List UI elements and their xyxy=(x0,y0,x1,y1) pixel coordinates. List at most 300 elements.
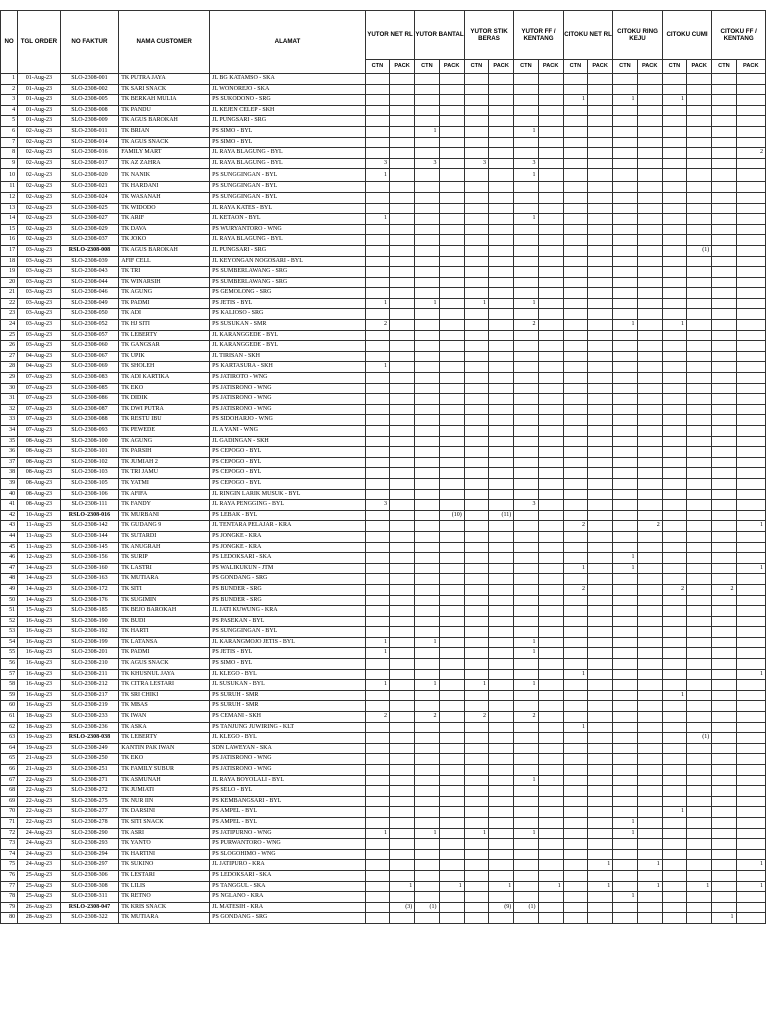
qty-pack xyxy=(687,288,712,299)
qty-pack xyxy=(489,148,514,159)
qty-pack xyxy=(390,775,415,786)
qty-ctn xyxy=(662,158,686,169)
qty-pack xyxy=(489,807,514,818)
qty-ctn xyxy=(365,765,389,776)
customer-address: PS JATISRONO - WNG xyxy=(210,765,366,776)
qty-pack xyxy=(390,796,415,807)
qty-ctn xyxy=(563,870,587,881)
qty-ctn xyxy=(563,765,587,776)
qty-ctn: 1 xyxy=(415,680,439,691)
order-date: 16-Aug-23 xyxy=(18,616,60,627)
qty-ctn xyxy=(563,478,587,489)
qty-ctn xyxy=(464,447,488,458)
qty-pack xyxy=(390,849,415,860)
invoice-number: SLO-2308-024 xyxy=(60,192,119,203)
qty-ctn xyxy=(563,116,587,127)
qty-pack xyxy=(588,786,613,797)
qty-pack xyxy=(538,137,563,148)
qty-pack xyxy=(390,553,415,564)
qty-pack xyxy=(390,137,415,148)
qty-ctn: 1 xyxy=(365,362,389,373)
qty-ctn: 3 xyxy=(514,500,538,511)
qty-ctn xyxy=(563,105,587,116)
qty-pack xyxy=(637,701,662,712)
qty-ctn xyxy=(464,362,488,373)
qty-pack xyxy=(687,839,712,850)
qty-ctn xyxy=(464,95,488,106)
qty-pack xyxy=(538,839,563,850)
qty-ctn xyxy=(613,169,637,182)
qty-ctn xyxy=(712,595,736,606)
qty-pack xyxy=(489,828,514,839)
customer-address: PS JATIROTO - WNG xyxy=(210,373,366,384)
qty-ctn: 1 xyxy=(514,775,538,786)
qty-pack xyxy=(439,126,464,137)
qty-pack xyxy=(390,116,415,127)
qty-pack xyxy=(390,105,415,116)
qty-pack xyxy=(489,870,514,881)
qty-ctn xyxy=(662,542,686,553)
qty-ctn xyxy=(464,309,488,320)
row-number: 46 xyxy=(1,553,18,564)
qty-ctn xyxy=(514,373,538,384)
qty-pack xyxy=(588,531,613,542)
qty-pack xyxy=(538,743,563,754)
qty-pack xyxy=(687,426,712,437)
customer-name: TK AGUNG xyxy=(119,436,210,447)
qty-pack xyxy=(538,298,563,309)
qty-pack xyxy=(439,754,464,765)
invoice-number: SLO-2308-211 xyxy=(60,669,119,680)
qty-ctn xyxy=(712,669,736,680)
qty-pack xyxy=(588,669,613,680)
qty-pack xyxy=(538,902,563,913)
qty-ctn: 1 xyxy=(613,95,637,106)
order-date: 14-Aug-23 xyxy=(18,584,60,595)
qty-ctn xyxy=(365,182,389,193)
qty-pack xyxy=(637,309,662,320)
qty-pack xyxy=(390,839,415,850)
qty-pack xyxy=(637,415,662,426)
table-row xyxy=(1,489,766,500)
qty-pack xyxy=(736,489,765,500)
order-date: 16-Aug-23 xyxy=(18,637,60,648)
qty-pack xyxy=(439,807,464,818)
invoice-number: SLO-2308-201 xyxy=(60,648,119,659)
qty-pack xyxy=(687,659,712,670)
qty-pack xyxy=(588,126,613,137)
qty-pack xyxy=(390,659,415,670)
order-date: 02-Aug-23 xyxy=(18,169,60,182)
order-date: 11-Aug-23 xyxy=(18,542,60,553)
qty-pack xyxy=(637,775,662,786)
customer-address: JL KARANGGEDE - BYL xyxy=(210,341,366,352)
qty-pack xyxy=(538,158,563,169)
table-row xyxy=(1,839,766,850)
customer-name: TK NUR IIN xyxy=(119,796,210,807)
qty-pack xyxy=(588,298,613,309)
qty-pack xyxy=(390,680,415,691)
qty-pack xyxy=(588,245,613,256)
qty-pack xyxy=(390,489,415,500)
qty-ctn xyxy=(662,902,686,913)
qty-pack xyxy=(439,245,464,256)
qty-pack xyxy=(637,277,662,288)
qty-ctn xyxy=(514,701,538,712)
qty-ctn xyxy=(613,881,637,892)
qty-ctn xyxy=(415,722,439,733)
subheader-ctn: CTN xyxy=(365,60,389,74)
header-product: CITOKU RING KEJU xyxy=(613,11,663,60)
qty-ctn xyxy=(365,849,389,860)
qty-pack xyxy=(538,436,563,447)
qty-ctn xyxy=(662,245,686,256)
table-row xyxy=(1,468,766,479)
row-number: 50 xyxy=(1,595,18,606)
qty-ctn xyxy=(415,500,439,511)
qty-pack xyxy=(489,105,514,116)
qty-pack xyxy=(687,892,712,903)
qty-ctn xyxy=(712,712,736,723)
qty-pack xyxy=(588,137,613,148)
qty-ctn xyxy=(712,298,736,309)
order-date: 22-Aug-23 xyxy=(18,817,60,828)
qty-pack: (11) xyxy=(489,510,514,521)
qty-ctn xyxy=(712,256,736,267)
qty-pack xyxy=(390,182,415,193)
qty-ctn xyxy=(415,796,439,807)
qty-ctn xyxy=(415,169,439,182)
customer-address: PS SUMBERLAWANG - SRG xyxy=(210,277,366,288)
qty-pack xyxy=(538,659,563,670)
qty-pack xyxy=(538,404,563,415)
qty-pack xyxy=(687,775,712,786)
qty-pack xyxy=(538,426,563,437)
invoice-number: SLO-2308-043 xyxy=(60,267,119,278)
table-row xyxy=(1,426,766,437)
qty-ctn xyxy=(514,95,538,106)
qty-pack xyxy=(736,245,765,256)
qty-ctn xyxy=(613,341,637,352)
qty-ctn: 1 xyxy=(514,680,538,691)
qty-pack xyxy=(687,606,712,617)
qty-pack xyxy=(637,765,662,776)
qty-pack xyxy=(637,712,662,723)
qty-pack xyxy=(687,341,712,352)
qty-ctn xyxy=(662,169,686,182)
table-row xyxy=(1,256,766,267)
table-row xyxy=(1,351,766,362)
qty-pack xyxy=(687,126,712,137)
qty-pack xyxy=(736,817,765,828)
table-row xyxy=(1,648,766,659)
qty-ctn xyxy=(415,309,439,320)
table-row xyxy=(1,902,766,913)
qty-pack xyxy=(390,447,415,458)
qty-ctn xyxy=(514,733,538,744)
qty-pack xyxy=(538,627,563,638)
qty-ctn xyxy=(365,351,389,362)
invoice-number: SLO-2308-210 xyxy=(60,659,119,670)
qty-pack xyxy=(439,74,464,85)
qty-pack xyxy=(637,394,662,405)
order-date: 03-Aug-23 xyxy=(18,245,60,256)
qty-pack xyxy=(637,648,662,659)
table-row xyxy=(1,169,766,182)
qty-pack: 1 xyxy=(489,881,514,892)
qty-ctn xyxy=(415,489,439,500)
qty-pack xyxy=(687,105,712,116)
invoice-number: SLO-2308-050 xyxy=(60,309,119,320)
qty-pack xyxy=(489,84,514,95)
qty-ctn xyxy=(464,796,488,807)
qty-pack xyxy=(637,542,662,553)
customer-name: TK LATANSA xyxy=(119,637,210,648)
qty-ctn xyxy=(712,796,736,807)
qty-pack xyxy=(538,309,563,320)
qty-pack xyxy=(390,192,415,203)
invoice-number: SLO-2308-103 xyxy=(60,468,119,479)
qty-ctn xyxy=(712,84,736,95)
qty-pack xyxy=(439,849,464,860)
order-date: 08-Aug-23 xyxy=(18,489,60,500)
qty-ctn xyxy=(662,680,686,691)
customer-address: PS BUNDER - SRG xyxy=(210,595,366,606)
qty-pack xyxy=(538,182,563,193)
customer-name: TK JUMIATI xyxy=(119,786,210,797)
qty-pack xyxy=(489,277,514,288)
qty-pack xyxy=(538,203,563,214)
qty-ctn xyxy=(662,489,686,500)
qty-pack xyxy=(637,817,662,828)
qty-pack xyxy=(489,330,514,341)
table-row xyxy=(1,574,766,585)
qty-ctn xyxy=(563,510,587,521)
qty-ctn xyxy=(415,288,439,299)
qty-ctn xyxy=(662,500,686,511)
qty-ctn xyxy=(464,786,488,797)
qty-pack xyxy=(390,126,415,137)
qty-ctn: 1 xyxy=(514,637,538,648)
qty-ctn xyxy=(365,584,389,595)
qty-pack xyxy=(489,690,514,701)
qty-pack xyxy=(588,542,613,553)
qty-ctn xyxy=(514,457,538,468)
subheader-pack: PACK xyxy=(390,60,415,74)
header-nama-customer: NAMA CUSTOMER xyxy=(119,11,210,74)
qty-pack xyxy=(687,373,712,384)
qty-pack xyxy=(538,722,563,733)
row-number: 70 xyxy=(1,807,18,818)
customer-name: FAMILY MART xyxy=(119,148,210,159)
customer-address: JL RAYA KATES - BYL xyxy=(210,203,366,214)
qty-pack xyxy=(588,690,613,701)
qty-pack xyxy=(637,158,662,169)
row-number: 67 xyxy=(1,775,18,786)
qty-pack xyxy=(489,489,514,500)
qty-ctn xyxy=(613,712,637,723)
qty-pack xyxy=(637,126,662,137)
invoice-number: SLO-2308-027 xyxy=(60,214,119,225)
qty-pack xyxy=(439,606,464,617)
sales-order-table xyxy=(0,10,766,924)
subheader-ctn: CTN xyxy=(613,60,637,74)
qty-ctn xyxy=(415,892,439,903)
table-row xyxy=(1,584,766,595)
qty-ctn xyxy=(662,74,686,85)
qty-ctn xyxy=(662,595,686,606)
qty-ctn xyxy=(563,351,587,362)
qty-ctn xyxy=(514,817,538,828)
order-date: 02-Aug-23 xyxy=(18,126,60,137)
qty-pack xyxy=(489,775,514,786)
qty-pack xyxy=(489,892,514,903)
qty-ctn xyxy=(365,786,389,797)
qty-pack xyxy=(489,637,514,648)
qty-ctn xyxy=(514,288,538,299)
table-row xyxy=(1,500,766,511)
qty-pack xyxy=(390,351,415,362)
order-date: 04-Aug-23 xyxy=(18,351,60,362)
order-date: 16-Aug-23 xyxy=(18,659,60,670)
qty-ctn xyxy=(613,860,637,871)
qty-ctn xyxy=(415,913,439,924)
order-date: 26-Aug-23 xyxy=(18,902,60,913)
qty-pack xyxy=(637,137,662,148)
qty-pack xyxy=(439,817,464,828)
invoice-number: SLO-2308-306 xyxy=(60,870,119,881)
qty-pack xyxy=(439,531,464,542)
row-number: 6 xyxy=(1,126,18,137)
table-row xyxy=(1,743,766,754)
invoice-number: SLO-2308-037 xyxy=(60,235,119,246)
qty-ctn xyxy=(464,743,488,754)
qty-ctn xyxy=(613,722,637,733)
qty-ctn xyxy=(662,288,686,299)
qty-ctn xyxy=(662,892,686,903)
qty-ctn xyxy=(464,510,488,521)
qty-pack xyxy=(489,712,514,723)
qty-ctn xyxy=(563,126,587,137)
qty-ctn xyxy=(662,203,686,214)
qty-pack xyxy=(588,892,613,903)
qty-ctn xyxy=(712,553,736,564)
qty-pack xyxy=(439,500,464,511)
qty-pack xyxy=(736,182,765,193)
qty-pack xyxy=(439,870,464,881)
qty-ctn xyxy=(464,436,488,447)
row-number: 25 xyxy=(1,330,18,341)
qty-ctn xyxy=(563,754,587,765)
qty-ctn: 1 xyxy=(563,722,587,733)
customer-address: PS CEPOGO - BYL xyxy=(210,447,366,458)
customer-address: JL RAYA BLAGUNG - BYL xyxy=(210,158,366,169)
qty-ctn xyxy=(514,870,538,881)
qty-pack: (1) xyxy=(687,245,712,256)
qty-pack xyxy=(390,362,415,373)
qty-ctn xyxy=(514,754,538,765)
subheader-pack: PACK xyxy=(637,60,662,74)
customer-name: TK KHUSNUL JAYA xyxy=(119,669,210,680)
qty-ctn: 1 xyxy=(514,214,538,225)
row-number: 20 xyxy=(1,277,18,288)
qty-pack xyxy=(687,203,712,214)
qty-ctn xyxy=(563,892,587,903)
table-row xyxy=(1,659,766,670)
order-date: 08-Aug-23 xyxy=(18,436,60,447)
qty-ctn xyxy=(613,701,637,712)
qty-ctn xyxy=(563,606,587,617)
qty-pack xyxy=(637,669,662,680)
qty-pack xyxy=(736,457,765,468)
qty-pack: 1 xyxy=(637,860,662,871)
table-row xyxy=(1,245,766,256)
qty-ctn xyxy=(712,245,736,256)
qty-ctn xyxy=(365,807,389,818)
qty-pack xyxy=(439,214,464,225)
qty-ctn xyxy=(662,84,686,95)
qty-pack xyxy=(390,148,415,159)
qty-pack xyxy=(538,489,563,500)
qty-ctn xyxy=(712,521,736,532)
qty-ctn xyxy=(613,574,637,585)
qty-ctn xyxy=(563,733,587,744)
qty-ctn xyxy=(563,849,587,860)
qty-pack xyxy=(736,584,765,595)
qty-pack xyxy=(588,902,613,913)
qty-pack xyxy=(439,84,464,95)
qty-pack xyxy=(588,616,613,627)
qty-ctn xyxy=(613,489,637,500)
qty-ctn: 1 xyxy=(464,298,488,309)
table-row xyxy=(1,765,766,776)
qty-pack xyxy=(588,595,613,606)
invoice-number: SLO-2308-251 xyxy=(60,765,119,776)
table-row xyxy=(1,563,766,574)
qty-pack xyxy=(439,224,464,235)
qty-ctn xyxy=(613,531,637,542)
order-date: 01-Aug-23 xyxy=(18,116,60,127)
qty-pack xyxy=(538,394,563,405)
qty-pack xyxy=(736,105,765,116)
invoice-number: SLO-2308-025 xyxy=(60,203,119,214)
qty-pack xyxy=(489,182,514,193)
qty-pack xyxy=(390,214,415,225)
qty-pack xyxy=(390,341,415,352)
qty-ctn: 2 xyxy=(415,712,439,723)
table-row xyxy=(1,158,766,169)
qty-ctn: 1 xyxy=(613,320,637,331)
qty-pack xyxy=(588,415,613,426)
qty-ctn xyxy=(563,436,587,447)
customer-name: TK YANTO xyxy=(119,839,210,850)
qty-pack xyxy=(439,137,464,148)
qty-pack xyxy=(736,404,765,415)
qty-ctn xyxy=(365,574,389,585)
invoice-number: SLO-2308-290 xyxy=(60,828,119,839)
qty-pack xyxy=(390,595,415,606)
qty-pack xyxy=(637,235,662,246)
qty-ctn xyxy=(464,669,488,680)
qty-ctn xyxy=(415,256,439,267)
qty-ctn: 1 xyxy=(662,807,686,818)
qty-ctn xyxy=(365,105,389,116)
qty-ctn xyxy=(514,426,538,437)
customer-name: TK BUDI xyxy=(119,616,210,627)
qty-pack xyxy=(489,245,514,256)
qty-ctn xyxy=(464,595,488,606)
qty-ctn xyxy=(613,426,637,437)
